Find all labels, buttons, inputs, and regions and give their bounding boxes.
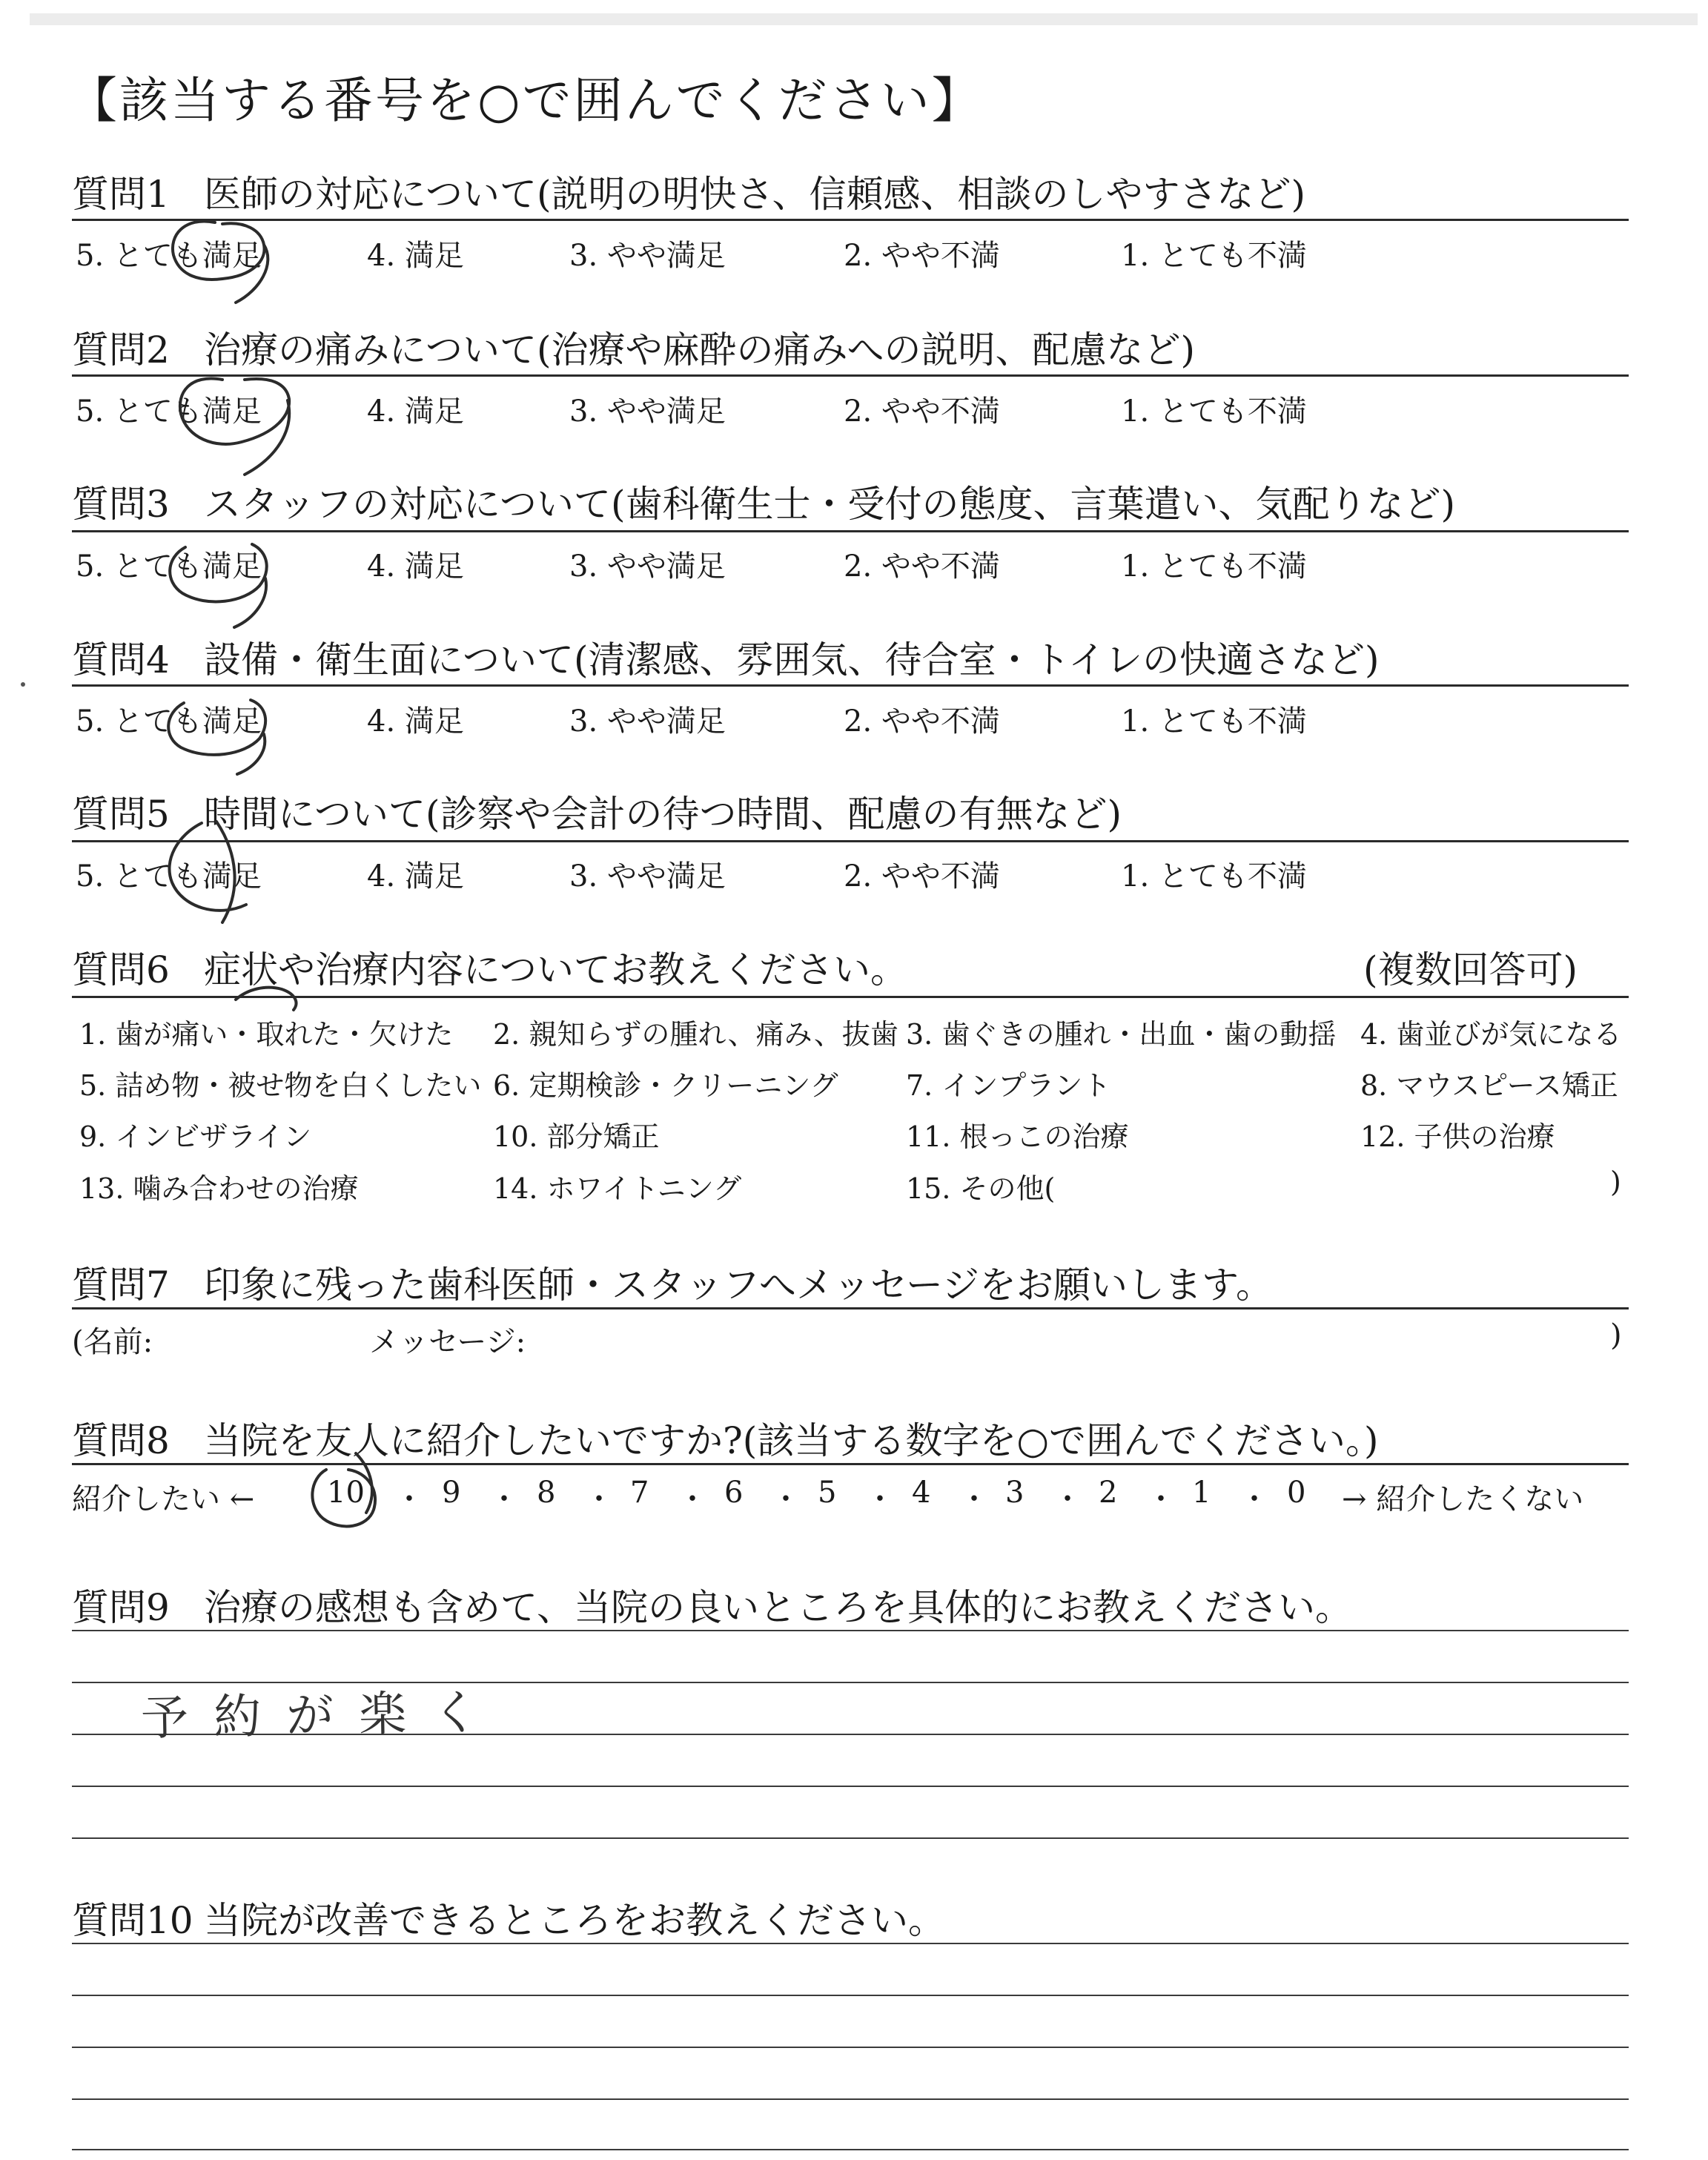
divider xyxy=(72,1307,1629,1309)
symptom-option[interactable]: 1. 歯が痛い・取れた・欠けた xyxy=(79,1018,454,1051)
option-very-satisfied[interactable]: 5. とても満足 xyxy=(76,239,262,273)
divider xyxy=(72,996,1629,998)
question-6 xyxy=(72,940,1578,994)
option-very-dissatisfied[interactable]: 1. とても不満 xyxy=(1121,239,1307,273)
question-number: 質問9 xyxy=(72,1586,170,1629)
option-somewhat-dissatisfied[interactable]: 2. やや不満 xyxy=(844,704,1000,739)
scale-value-0[interactable]: 0 xyxy=(1287,1476,1306,1510)
symptom-option[interactable]: 10. 部分矯正 xyxy=(493,1120,660,1153)
question-title: 医師の対応について(説明の明快さ、信頼感、相談のしやすさなど) xyxy=(204,173,1306,216)
option-very-satisfied[interactable]: 5. とても満足 xyxy=(76,549,262,584)
option-satisfied[interactable]: 4. 満足 xyxy=(367,704,464,739)
question-title: 印象に残った歯科医師・スタッフへメッセージをお願いします。 xyxy=(204,1264,1273,1307)
question-number: 質問8 xyxy=(72,1419,170,1462)
option-somewhat-dissatisfied[interactable]: 2. やや不満 xyxy=(844,549,1000,584)
scale-value-10[interactable]: 10 xyxy=(327,1476,365,1510)
option-satisfied[interactable]: 4. 満足 xyxy=(367,859,464,894)
symptom-option[interactable]: 8. マウスピース矯正 xyxy=(1360,1069,1618,1102)
symptom-option-other[interactable]: 15. その他( xyxy=(906,1172,1056,1205)
question-3 xyxy=(72,475,1455,528)
symptom-option[interactable]: 14. ホワイトニング xyxy=(493,1172,742,1205)
question-2 xyxy=(72,320,1195,374)
message-field-label[interactable]: メッセージ: xyxy=(369,1325,526,1359)
symptom-option[interactable]: 2. 親知らずの腫れ、痛み、抜歯 xyxy=(493,1018,898,1051)
page-heading: 【該当する番号を○で囲んでください】 xyxy=(68,72,983,129)
scale-left-label: 紹介したい ← xyxy=(72,1482,255,1516)
scale-separator: ・ xyxy=(865,1482,895,1516)
option-very-satisfied[interactable]: 5. とても満足 xyxy=(76,859,262,894)
option-somewhat-satisfied[interactable]: 3. やや満足 xyxy=(569,859,726,894)
scale-value-4[interactable]: 4 xyxy=(912,1476,931,1510)
handwritten-answer[interactable]: 予約が楽く xyxy=(140,1685,505,1747)
question-8 xyxy=(72,1411,1378,1464)
scale-separator: ・ xyxy=(1053,1482,1082,1516)
symptom-option[interactable]: 9. インビザライン xyxy=(79,1120,312,1153)
question-number: 質問6 xyxy=(72,948,170,991)
scale-right-label: → 紹介したくない xyxy=(1342,1482,1584,1516)
writing-line xyxy=(72,1943,1629,1944)
message-close-paren: ) xyxy=(1610,1318,1622,1353)
option-somewhat-dissatisfied[interactable]: 2. やや不満 xyxy=(844,239,1000,273)
divider xyxy=(72,840,1629,842)
scale-value-9[interactable]: 9 xyxy=(442,1476,461,1510)
question-number: 質問10 xyxy=(72,1899,193,1942)
scale-value-1[interactable]: 1 xyxy=(1192,1476,1211,1510)
symptom-option[interactable]: 7. インプラント xyxy=(906,1069,1111,1102)
question-number: 質問5 xyxy=(72,793,170,836)
scale-separator: ・ xyxy=(771,1482,801,1516)
question-7 xyxy=(72,1255,1273,1309)
symptom-option[interactable]: 4. 歯並びが気になる xyxy=(1360,1018,1622,1051)
symptom-option[interactable]: 6. 定期検診・クリーニング xyxy=(493,1069,838,1102)
question-title: 治療の痛みについて(治療や麻酔の痛みへの説明、配慮など) xyxy=(204,328,1196,371)
scale-value-5[interactable]: 5 xyxy=(818,1476,837,1510)
scale-separator: ・ xyxy=(489,1482,519,1516)
question-number: 質問1 xyxy=(72,173,170,216)
divider xyxy=(72,1463,1629,1465)
scale-separator: ・ xyxy=(959,1482,989,1516)
name-field-label[interactable]: (名前: xyxy=(72,1325,153,1359)
question-title: 時間について(診察や会計の待つ時間、配慮の有無など) xyxy=(204,793,1122,836)
writing-line xyxy=(72,1837,1629,1839)
divider xyxy=(72,684,1629,687)
scale-value-6[interactable]: 6 xyxy=(724,1476,744,1510)
writing-line xyxy=(72,1995,1629,1996)
scan-edge xyxy=(30,13,1698,25)
question-title: スタッフの対応について(歯科衛生士・受付の態度、言葉遣い、気配りなど) xyxy=(204,483,1456,526)
option-very-satisfied[interactable]: 5. とても満足 xyxy=(76,394,262,429)
question-5 xyxy=(72,785,1122,838)
question-1 xyxy=(72,165,1305,218)
scan-speck xyxy=(21,682,25,687)
divider xyxy=(72,374,1629,377)
question-number: 質問2 xyxy=(72,328,170,371)
option-very-dissatisfied[interactable]: 1. とても不満 xyxy=(1121,394,1307,429)
scale-value-3[interactable]: 3 xyxy=(1005,1476,1025,1510)
option-somewhat-satisfied[interactable]: 3. やや満足 xyxy=(569,704,726,739)
question-number: 質問7 xyxy=(72,1264,170,1307)
question-9 xyxy=(72,1578,1352,1631)
option-somewhat-satisfied[interactable]: 3. やや満足 xyxy=(569,239,726,273)
symptom-option[interactable]: 3. 歯ぐきの腫れ・出血・歯の動揺 xyxy=(906,1018,1337,1051)
question-10 xyxy=(72,1891,945,1944)
question-4 xyxy=(72,630,1380,684)
option-somewhat-dissatisfied[interactable]: 2. やや不満 xyxy=(844,859,1000,894)
question-title: 当院を友人に紹介したいですか?(該当する数字を○で囲んでください。) xyxy=(204,1419,1379,1462)
writing-line xyxy=(72,2047,1629,2048)
writing-line xyxy=(72,2098,1629,2100)
option-satisfied[interactable]: 4. 満足 xyxy=(367,394,464,429)
question-title: 設備・衛生面について(清潔感、雰囲気、待合室・トイレの快適さなど) xyxy=(204,638,1380,681)
option-very-dissatisfied[interactable]: 1. とても不満 xyxy=(1121,859,1307,894)
writing-line xyxy=(72,1630,1629,1631)
option-very-satisfied[interactable]: 5. とても満足 xyxy=(76,704,262,739)
scale-separator: ・ xyxy=(678,1482,707,1516)
scale-separator: ・ xyxy=(394,1482,424,1516)
option-very-dissatisfied[interactable]: 1. とても不満 xyxy=(1121,704,1307,739)
option-very-dissatisfied[interactable]: 1. とても不満 xyxy=(1121,549,1307,584)
divider xyxy=(72,530,1629,532)
option-somewhat-dissatisfied[interactable]: 2. やや不満 xyxy=(844,394,1000,429)
scale-separator: ・ xyxy=(1146,1482,1176,1516)
question-title: 症状や治療内容についてお教えください。 xyxy=(204,948,907,991)
option-satisfied[interactable]: 4. 満足 xyxy=(367,549,464,584)
question-title: 当院が改善できるところをお教えください。 xyxy=(204,1899,945,1942)
question-number: 質問4 xyxy=(72,638,170,681)
divider xyxy=(72,219,1629,221)
writing-line xyxy=(72,2149,1629,2150)
scale-value-8[interactable]: 8 xyxy=(537,1476,556,1510)
symptom-option[interactable]: 13. 噛み合わせの治療 xyxy=(79,1172,359,1205)
scale-separator: ・ xyxy=(584,1482,614,1516)
symptom-option[interactable]: 11. 根っこの治療 xyxy=(906,1120,1129,1153)
multiple-answers-note: (複数回答可) xyxy=(1363,948,1578,991)
symptom-option[interactable]: 12. 子供の治療 xyxy=(1360,1120,1555,1153)
symptom-option[interactable]: 5. 詰め物・被せ物を白くしたい xyxy=(79,1069,482,1102)
question-number: 質問3 xyxy=(72,483,170,526)
writing-line xyxy=(72,1786,1629,1787)
scale-value-2[interactable]: 2 xyxy=(1099,1476,1118,1510)
option-somewhat-satisfied[interactable]: 3. やや満足 xyxy=(569,549,726,584)
question-title: 治療の感想も含めて、当院の良いところを具体的にお教えください。 xyxy=(204,1586,1352,1629)
scale-value-7[interactable]: 7 xyxy=(630,1476,649,1510)
scale-separator: ・ xyxy=(1239,1482,1269,1516)
option-satisfied[interactable]: 4. 満足 xyxy=(367,239,464,273)
option-somewhat-satisfied[interactable]: 3. やや満足 xyxy=(569,394,726,429)
other-close-paren: ) xyxy=(1610,1166,1621,1198)
